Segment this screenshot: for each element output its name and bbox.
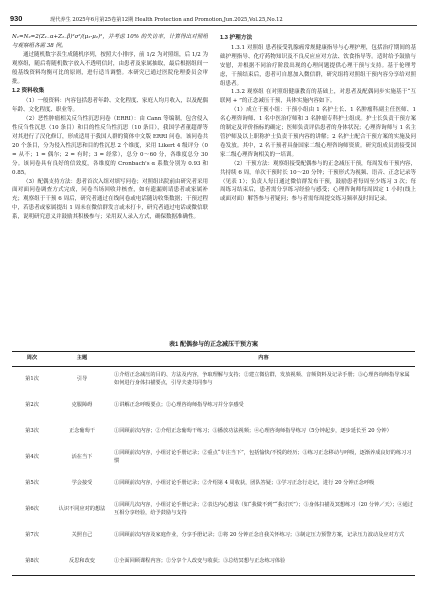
row-content: ①回顾前次内容；②介绍正念葡萄干练习；③播放功法视频；④心理咨询师指导练习（5分钟起步，逐步延长至 20 分钟） [114,427,392,434]
table-row [12,497,415,523]
row-content: ①讲解正念呼吸要点；②心理咨询师指导练习并分享感受 [114,401,244,408]
section-heading-nursing-methods: 1.3 护理方法 [220,35,253,41]
row-theme: 克服障碍 [71,401,93,408]
table-row [12,523,415,549]
randomization-paragraph: 通过随机数字表生成随机序列，按照大小排序，前 1/2 为对照组，后 1/2 为观察组，随后将随机数字放入不透明信封，由患者及家属抽取，最后根据组间一般基线资料均衡可比的原则，进行适当调整。本研究已通过医院伦理委员会审批。 [12,51,208,85]
table-row [12,445,415,471]
row-week: 第1次 [25,375,39,382]
row-week: 第8次 [25,557,39,564]
row-theme: 正念葡萄干 [69,427,95,434]
right-column [220,33,416,331]
table-caption: 表1 配偶参与的正念减压干预方案 [168,342,258,348]
support-method-paragraph: （3）配偶支持方法：患者首次入组对填写问卷；对照组出院前由研究者采用面对面问卷调查方式完成，问卷当场回收并核查，如有遗漏则请患者或家属补充；观察组于干预 6 周后，研究者通过在线问卷或电话随访收集数据；干预过程中，若患者或家属提出 1 周未在微信群发言或未打卡，研究者通过电话或微信联系，说明研究意义并鼓励其积极参与；采用双人录入方式，确保数据准确性。 [12,178,208,221]
table-row [12,549,415,575]
row-week: 第4次 [25,453,39,460]
row-content: ①回顾几次内容，小组讨论手册记录；②表达内心想法（如“我做不到”“我讨厌”）；③身体扫描及冥想练习（20 分钟／天）；④通过互相分享经验，给予鼓励与支持 [114,502,413,516]
row-theme: 认识不同应对的想法 [58,505,106,512]
table-row [12,393,415,419]
header-content: 内容 [258,355,269,361]
page-header [10,10,417,26]
control-group-paragraph: 1.3.1 对照组 患者接受乳腺癌常规健康指导与心理护理，包括治疗期间的基础护理指导、化疗药物知识及不良反应应对方法、饮食指导等。适时给予鼓励与安慰，并根据不同治疗阶段出现的心理问题提供心理干预与支持。基于伦理考虑，干预结束后，患者可自愿加入微信群，研究组将对照组干预内容分享给对照组患者。 [220,44,416,87]
general-data-paragraph: （1）一般资料：内容包括患者年龄、文化程度、家庭人均月收入，以及配偶年龄、文化程度、职业等。 [12,98,208,114]
observation-group-paragraph: 1.3.2 观察组 在对照组健康教育的基础上，对患者及配偶同步实施基于“互联网 + ”的正念减压干预，具体实施内容如下。 [220,89,416,105]
erri-paragraph: （2）恶性肿瘤相关反刍性沉思问卷（ERRI）：由 Cann 等编制，包含侵入性反刍性沉思（10 条目）和目的性反刍性沉思（10 条目），我国学者董超群等对其进行了汉化修订，形成适用于我国人群的简体中文版 ERRI 问卷。该问卷共 20 个条目，分为侵入性沉思和目的性沉思 2 个维度，采用 Likert 4 级评分（0 = 从不；1 = 偶尔；2 = 有时；3 = 经常），总分 0～60 分，各维度总分 30 分。该问卷具有良好的信效度，各维度的 Cronbach's α 系数分别为 0.93 和 0.85。 [12,116,208,176]
table-header-row [12,352,415,367]
row-week: 第2次 [25,401,39,408]
team-paragraph: （1）成立干预小组：干预小组由 1 名护士长、1 名肿瘤科副主任医师、1 名心理咨询师、1 名中医治疗师和 3 名肿瘤专科护士组成。护士长负责干预方案的制定及评价指标的确定；医师负责评估患者的身体状况；心理咨询师与 1 名主管护师及以上职称护士负责干预内容的讲解；2 名护士配合干预方案的实施及问卷发放。其中，2 名干预者具备国家二级心理咨询师资质。研究组成员需接受国家二级心理咨询相关的一培训。 [220,107,416,158]
table-row [12,471,415,497]
table-body [12,367,415,575]
left-column [12,33,208,331]
row-content: ①全面回顾课程内容；②分享个人改变与收获；③总结冥想与正念练习体验 [114,557,286,564]
table-row [12,419,415,445]
row-theme: 活在当下 [71,453,93,460]
row-content: ①回顾前次内容，小组讨论手册记录；②重点“专注当下”，包括愉快/不悦的经历；③练习正念移动与呼吸，逐渐养成良好的练习习惯 [114,450,412,464]
row-content: ①回顾前次内容，小组讨论手册记录；②介绍第 4 周收获，团队答疑；③学习正念行走记，进行 20 分钟正念呼吸 [114,479,375,486]
sample-size-formula: N₁=N₂=2(Z₁₋α+Z₁₋β)²σ²/(μ₁-μ₂)²，并考虑 10% 的失访率，计算得出对照组与观察组各需 38 例。 [12,34,208,49]
intervention-paragraph: （2）干预方法：观察组接受配偶参与的正念减压干预，每周发布干预内容，共持续 6 周，单次干预时长 10～20 分钟；干预形式为视频、语音、正念记录等（见表 1）；负责人每日通过微信群发布干预，鼓励患者每周至少练习 3 次；每周练习结束后，患者需分享练习经验与感受；心理咨询师每周固定 1 小时(线上或面对面）解答参与者疑问；参与者需每周提交练习频率及时间记录。 [220,160,416,203]
table-row [12,367,415,393]
row-week: 第5次 [25,479,39,486]
row-week: 第7次 [25,531,39,538]
journal-info: 现代养生 2025年6月第25卷第12期 Health Protection and Promotion,Jun.2025,Vol.25,No.12 [50,17,283,23]
row-theme: 引导 [76,375,88,382]
row-theme: 学会接受 [71,479,93,486]
intervention-table [12,351,415,576]
header-week: 周次 [26,355,38,361]
row-content: ①回顾前次内容及家庭作业，分享手册记录；②将 20 分钟正念自我关怀练习；③制定压力预警方案，记录压力波动及应对方式 [114,531,405,538]
header-theme: 主题 [76,355,88,361]
row-content: ①介绍正念减压的目的、方法及内容，争取理解与支持；②建立微信群，发放视频、音频资料及记录手册；③心理咨询师指导家属如何进行身体扫描要点，引导夫妻共同参与 [114,372,410,386]
page-number: 930 [10,14,23,23]
row-week: 第6次 [25,505,39,512]
section-heading-data-collection: 1.2 资料收集 [12,88,45,95]
row-week: 第3次 [25,427,39,434]
row-theme: 关照自己 [71,531,93,538]
row-theme: 反思和改变 [69,557,95,564]
